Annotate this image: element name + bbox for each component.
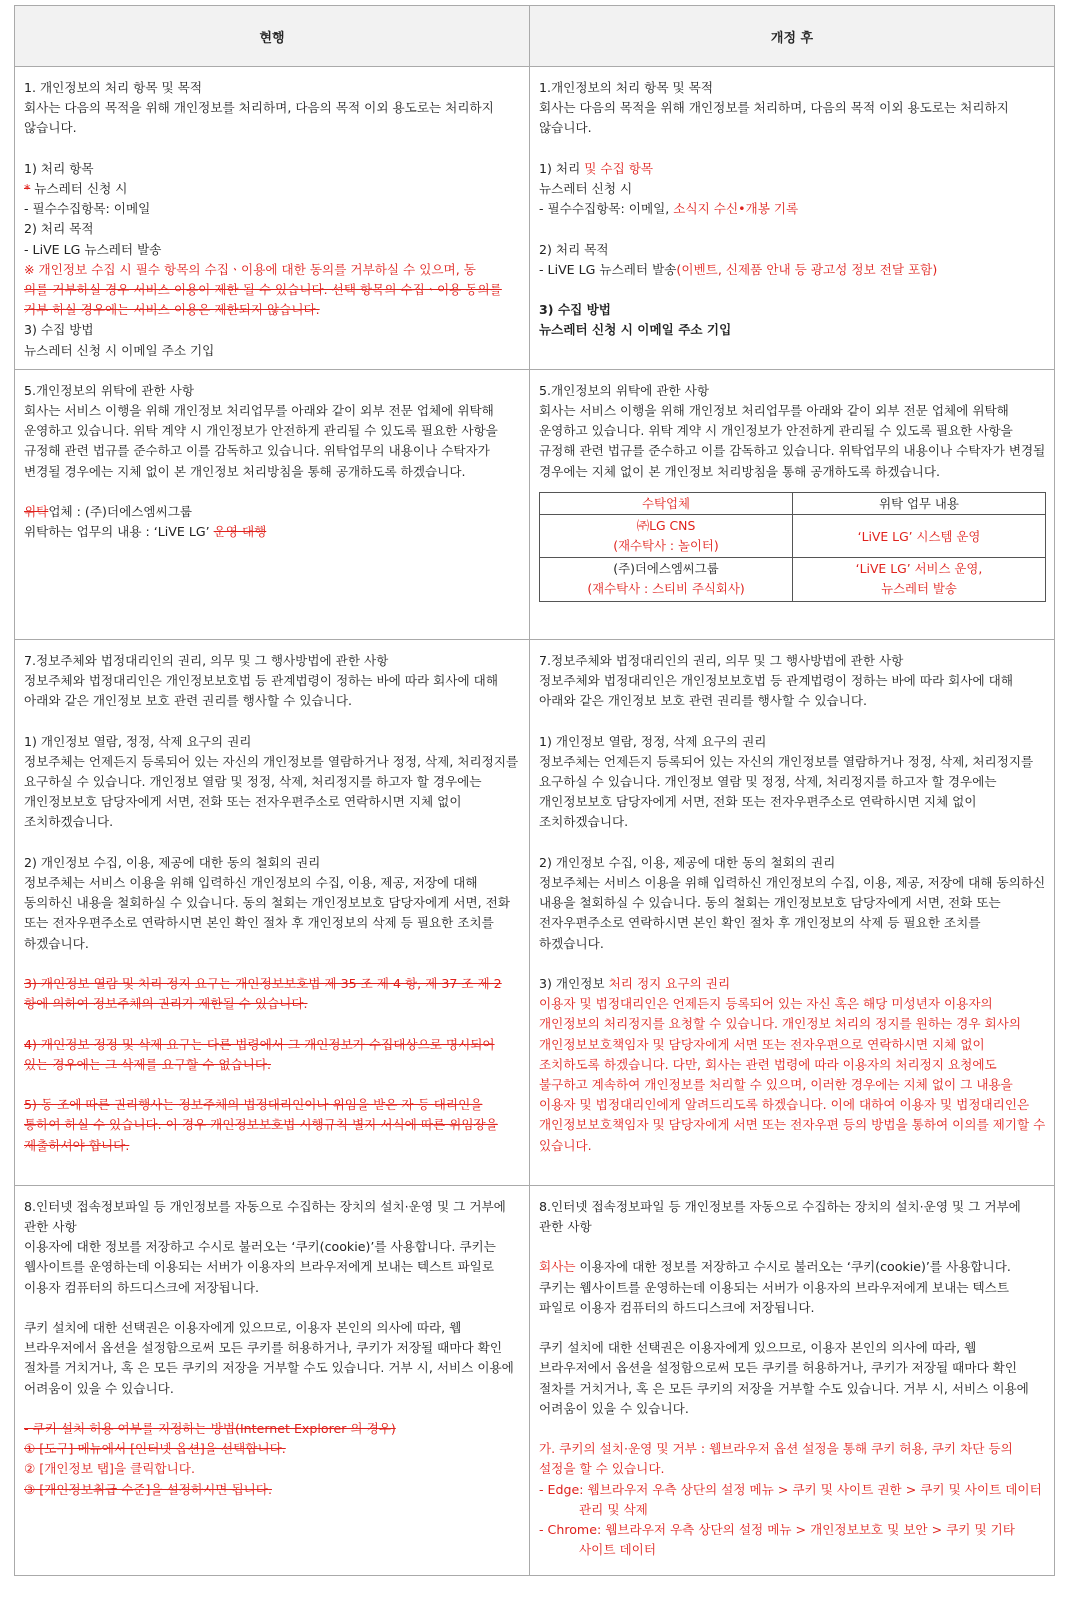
sec5-cur-title: 5.개인정보의 위탁에 관한 사항 [24, 382, 195, 398]
sec1-rev-item1: 1) 처리 및 수집 항목 [539, 160, 654, 176]
header-row [15, 6, 1055, 67]
sec1-cur-intro: 회사는 다음의 목적을 위해 개인정보를 처리하며, 다음의 목적 이외 용도로는 처리하지 않습니다. [24, 100, 494, 136]
task-cell: ‘LiVE LG’ 시스템 운영 [793, 514, 1046, 557]
sec8-cur-body2: 쿠키 설치에 대한 선택권은 이용자에게 있으므로, 이용자 본인의 의사에 따라, 웹 브라우저에서 옵션을 설정함으로써 모든 쿠키를 허용하거나, 쿠키가 저장될 때마다 확인 절차를 거치거나, 혹 은 모든 쿠키의 저장을 거부할 수도 있습니다. 거부 시, 서비스 이용에 어려움이 있을 수 있습니다. [24, 1320, 514, 1396]
sec7-cur-p1-body: 정보주체는 언제든지 등록되어 있는 자신의 개인정보를 열람하거나 정정, 삭제, 처리정지를 요구하실 수 있습니다. 개인정보 열람 및 정정, 삭제, 처리정지를 하고자 할 경우에는 개인정보보호 담당자에게 서면, 전화 또는 전자우편주소로 연락하시면 지체 없이 조치하겠습니다. [24, 753, 519, 830]
sec7-rev-title: 7.정보주체와 법정대리인의 권리, 의무 및 그 행사방법에 관한 사항 [539, 652, 904, 668]
comparison-table [14, 5, 1055, 1576]
section-8-current [15, 1185, 530, 1575]
sec7-cur-title: 7.정보주체와 법정대리인의 권리, 의무 및 그 행사방법에 관한 사항 [24, 652, 389, 668]
sec1-rev-newsletter: 뉴스레터 신청 시 [539, 181, 633, 196]
sec1-cur-star: * [24, 181, 31, 196]
vendor-row [540, 558, 1046, 601]
sec7-cur-p3: 3) 개인정보 열람 및 처리 정지 요구는 개인정보보호법 제 35 조 제 4 항, 제 37 조 제 2 항에 의하여 정보주체의 권리가 제한될 수 있습니다. [24, 976, 502, 1012]
sec8-rev-title: 8.인터넷 접속정보파일 등 개인정보를 자동으로 수집하는 장치의 설치·운영 및 그 거부에 관한 사항 [539, 1198, 1021, 1235]
sec1-cur-item3: 3) 수집 방법 [24, 322, 94, 338]
sec7-rev-p1-title: 1) 개인정보 열람, 정정, 삭제 요구의 권리 [539, 733, 767, 749]
sec1-cur-note-a: ※ 개인정보 수집 시 필수 항목의 수집ㆍ이용에 대한 동의를 거부하실 수 있으며, 동 [24, 261, 476, 277]
section-7-row [15, 639, 1055, 1185]
section-1-current [15, 67, 530, 370]
sec7-rev-p2-title: 2) 개인정보 수집, 이용, 제공에 대한 동의 철회의 권리 [539, 854, 836, 870]
sec8-rev-edge: - Edge: 웹브라우저 우측 상단의 설정 메뉴 > 쿠키 및 사이트 권한 > 쿠키 및 사이트 데이터 관리 및 삭제 [539, 1481, 1042, 1517]
section-7-revised [530, 639, 1055, 1185]
section-8-revised [530, 1185, 1055, 1575]
section-5-revised [530, 369, 1055, 639]
sec1-rev-method: 뉴스레터 신청 시 이메일 주소 기입 [539, 322, 732, 338]
sec8-cur-step3: ③ [개인정보취급 수준]을 설정하시면 됩니다. [24, 1481, 272, 1497]
sec7-rev-p3-title: 3) 개인정보 처리 정지 요구의 권리 [539, 976, 731, 992]
vendor-cell: ㈜LG CNS (재수탁사 : 놀이터) [540, 514, 793, 557]
sec8-cur-step1: ① [도구] 메뉴에서 [인터넷 옵션]을 선택합니다. [24, 1441, 286, 1457]
sec1-rev-required: - 필수수집항목: 이메일, 소식지 수신•개봉 기록 [539, 201, 799, 217]
section-5-current [15, 369, 530, 639]
task-col-header: 위탁 업무 내용 [793, 492, 1046, 514]
sec5-rev-title: 5.개인정보의 위탁에 관한 사항 [539, 382, 710, 398]
sec5-cur-vendor: 위탁업체 : (주)더에스엠씨그룹 [24, 504, 193, 520]
sec8-cur-step0: - 쿠키 설치 허용 여부를 지정하는 방법(Internet Explorer 의 경우) [24, 1421, 396, 1437]
sec8-rev-chrome: - Chrome: 웹브라우저 우측 상단의 설정 메뉴 > 개인정보보호 및 보안 > 쿠키 및 기타 사이트 데이터 [539, 1522, 1015, 1558]
sec1-rev-purpose: - LiVE LG 뉴스레터 발송(이벤트, 신제품 안내 등 광고성 정보 전달 포함) [539, 261, 938, 277]
sec7-cur-p1-title: 1) 개인정보 열람, 정정, 삭제 요구의 권리 [24, 733, 252, 749]
section-8-row [15, 1185, 1055, 1575]
sec7-cur-p2-title: 2) 개인정보 수집, 이용, 제공에 대한 동의 철회의 권리 [24, 854, 321, 870]
sec7-rev-p1-body: 정보주체는 언제든지 등록되어 있는 자신의 개인정보를 열람하거나 정정, 삭제, 처리정지를 요구하실 수 있습니다. 개인정보 열람 및 정정, 삭제, 처리정지를 하고자 할 경우에는 개인정보보호 담당자에게 서면, 전화 또는 전자우편주소로 연락하시면 지체 없이 조치하겠습니다. [539, 753, 1034, 830]
sec8-cur-body1: 이용자에 대한 정보를 저장하고 수시로 불러오는 ‘쿠키(cookie)’를 사용합니다. 쿠키는 웹사이트를 운영하는데 이용되는 서버가 이용자의 브라우저에게 보내는 텍스트 파일로 이용자 컴퓨터의 하드디스크에 저장됩니다. [24, 1239, 496, 1295]
section-1-revised [530, 67, 1055, 370]
vendor-cell: (주)더에스엠씨그룹 (재수탁사 : 스티비 주식회사) [540, 558, 793, 601]
sec7-cur-p5: 5) 동 조에 따른 권리행사는 정보주체의 법정대리인이나 위임을 받은 자 등 대리인을 통하여 하실 수 있습니다. 이 경우 개인정보보호법 시행규칙 별지 서식에 따른 위임장을 제출하셔야 합니다. [24, 1097, 498, 1153]
vendor-table [539, 492, 1046, 602]
sec5-cur-task: 위탁하는 업무의 내용 : ‘LiVE LG’ 운영 대행 [24, 524, 267, 540]
section-5-row [15, 369, 1055, 639]
sec1-cur-title: 1. 개인정보의 처리 항목 및 목적 [24, 80, 203, 95]
sec7-cur-p2-body: 정보주체는 서비스 이용을 위해 입력하신 개인정보의 수집, 이용, 제공, 저장에 대해 동의하신 내용을 철회하실 수 있습니다. 동의 철회는 개인정보보호 담당자에게 서면, 전화 또는 전자우편주소로 연락하시면 본인 확인 절차 후 개인정보의 삭제 등 필요한 조치를 하겠습니다. [24, 875, 510, 951]
section-7-current [15, 639, 530, 1185]
sec7-rev-intro: 정보주체와 법정대리인은 개인정보보호법 등 관계법령이 정하는 바에 따라 회사에 대해 아래와 같은 개인정보 보호 관련 권리를 행사할 수 있습니다. [539, 673, 1013, 709]
sec7-cur-intro: 정보주체와 법정대리인은 개인정보보호법 등 관계법령이 정하는 바에 따라 회사에 대해 아래와 같은 개인정보 보호 관련 권리를 행사할 수 있습니다. [24, 673, 498, 709]
sec1-rev-intro: 회사는 다음의 목적을 위해 개인정보를 처리하며, 다음의 목적 이외 용도로는 처리하지 않습니다. [539, 100, 1009, 136]
vendor-col-header: 수탁업체 [540, 492, 793, 514]
sec1-cur-required: - 필수수집항목: 이메일 [24, 201, 151, 217]
sec1-rev-item3: 3) 수집 방법 [539, 302, 611, 318]
sec1-rev-item2: 2) 처리 목적 [539, 241, 609, 257]
header-revised: 개정 후 [530, 6, 1055, 67]
sec5-rev-body: 회사는 서비스 이행을 위해 개인정보 처리업무를 아래와 같이 외부 전문 업체에 위탁해 운영하고 있습니다. 위탁 계약 시 개인정보가 안전하게 관리될 수 있도록 필요한 사항을 규정해 관련 법규를 준수하고 이를 감독하고 있습니다. 위탁업무의 내용이나 수탁자가 변경될 경우에는 지체 없이 본 개인정보 처리방침을 통해 공개하도록 하겠습니다. [539, 403, 1046, 479]
sec8-rev-ga: 가. 쿠키의 설치·운영 및 거부 : 웹브라우저 옵션 설정을 통해 쿠키 허용, 쿠키 차단 등의 설정을 할 수 있습니다. [539, 1441, 1013, 1477]
sec1-cur-newsletter: * 뉴스레터 신청 시 [24, 181, 128, 196]
sec8-rev-body1: 회사는 이용자에 대한 정보를 저장하고 수시로 불러오는 ‘쿠키(cookie)’를 사용합니다. 쿠키는 웹사이트를 운영하는데 이용되는 서버가 이용자의 브라우저에게 보내는 텍스트 파일로 이용자 컴퓨터의 하드디스크에 저장됩니다. [539, 1259, 1011, 1315]
sec8-cur-step2: ② [개인정보 탭]을 클릭합니다. [24, 1461, 195, 1477]
sec7-rev-p3-body: 이용자 및 법정대리인은 언제든지 등록되어 있는 자신 혹은 해당 미성년자 이용자의 개인정보의 처리정지를 요청할 수 있습니다. 개인정보 처리의 정지를 원하는 경우 회사의 개인정보보호책임자 및 담당자에게 서면 또는 전자우편으로 연락하시면 지체 없이 조치하도록 하겠습니다. 다만, 회사는 관련 법령에 따라 이용자의 처리정지 요청에도 불구하고 계속하여 개인정보를 처리할 수 있으며, 이러한 경우에는 지체 없이 그 내용을 이용자 및 법정대리인에게 알려드리도록 하겠습니다. 이에 대하여 이용자 및 법정대리인은 개인정보보호책임자 및 담당자에게 서면 또는 전자우편 등의 방법을 통하여 이의를 제기할 수 있습니다. [539, 996, 1046, 1153]
sec1-rev-title: 1.개인정보의 처리 항목 및 목적 [539, 80, 714, 95]
header-current: 현행 [15, 6, 530, 67]
sec5-cur-body: 회사는 서비스 이행을 위해 개인정보 처리업무를 아래와 같이 외부 전문 업체에 위탁해 운영하고 있습니다. 위탁 계약 시 개인정보가 안전하게 관리될 수 있도록 필요한 사항을 규정해 관련 법규를 준수하고 이를 감독하고 있습니다. 위탁업무의 내용이나 수탁자가 변경될 경우에는 지체 없이 본 개인정보 처리방침을 통해 공개하도록 하겠습니다. [24, 403, 498, 479]
sec7-cur-p4: 4) 개인정보 정정 및 삭제 요구는 다른 법령에서 그 개인정보가 수집대상으로 명시되어 있는 경우에는 그 삭제를 요구할 수 없습니다. [24, 1036, 495, 1072]
vendor-row [540, 514, 1046, 557]
sec1-cur-item2: 2) 처리 목적 [24, 221, 94, 237]
sec1-cur-note-b: 의를 거부하실 경우 서비스 이용이 제한 될 수 있습니다. 선택 항목의 수집ㆍ이용 동의를 거부 하실 경우에는 서비스 이용은 제한되지 않습니다. [24, 282, 502, 318]
sec8-cur-title: 8.인터넷 접속정보파일 등 개인정보를 자동으로 수집하는 장치의 설치·운영 및 그 거부에 관한 사항 [24, 1198, 506, 1235]
sec1-cur-item1: 1) 처리 항목 [24, 160, 94, 176]
sec8-rev-body2: 쿠키 설치에 대한 선택권은 이용자에게 있으므로, 이용자 본인의 의사에 따라, 웹 브라우저에서 옵션을 설정함으로써 모든 쿠키를 허용하거나, 쿠키가 저장될 때마다 확인 절차를 거치거나, 혹 은 모든 쿠키의 저장을 거부할 수도 있습니다. 거부 시, 서비스 이용에 어려움이 있을 수 있습니다. [539, 1340, 1029, 1416]
task-cell: ‘LiVE LG’ 서비스 운영, 뉴스레터 발송 [793, 558, 1046, 601]
sec1-cur-purpose: - LiVE LG 뉴스레터 발송 [24, 241, 162, 257]
vendor-table-header [540, 492, 1046, 514]
section-1-row [15, 67, 1055, 370]
sec1-cur-method: 뉴스레터 신청 시 이메일 주소 기입 [24, 342, 215, 358]
sec7-rev-p2-body: 정보주체는 서비스 이용을 위해 입력하신 개인정보의 수집, 이용, 제공, 저장에 대해 동의하신 내용을 철회하실 수 있습니다. 동의 철회는 개인정보보호 담당자에게 서면, 전화 또는 전자우편주소로 연락하시면 본인 확인 절차 후 개인정보의 삭제 등 필요한 조치를 하겠습니다. [539, 875, 1046, 951]
